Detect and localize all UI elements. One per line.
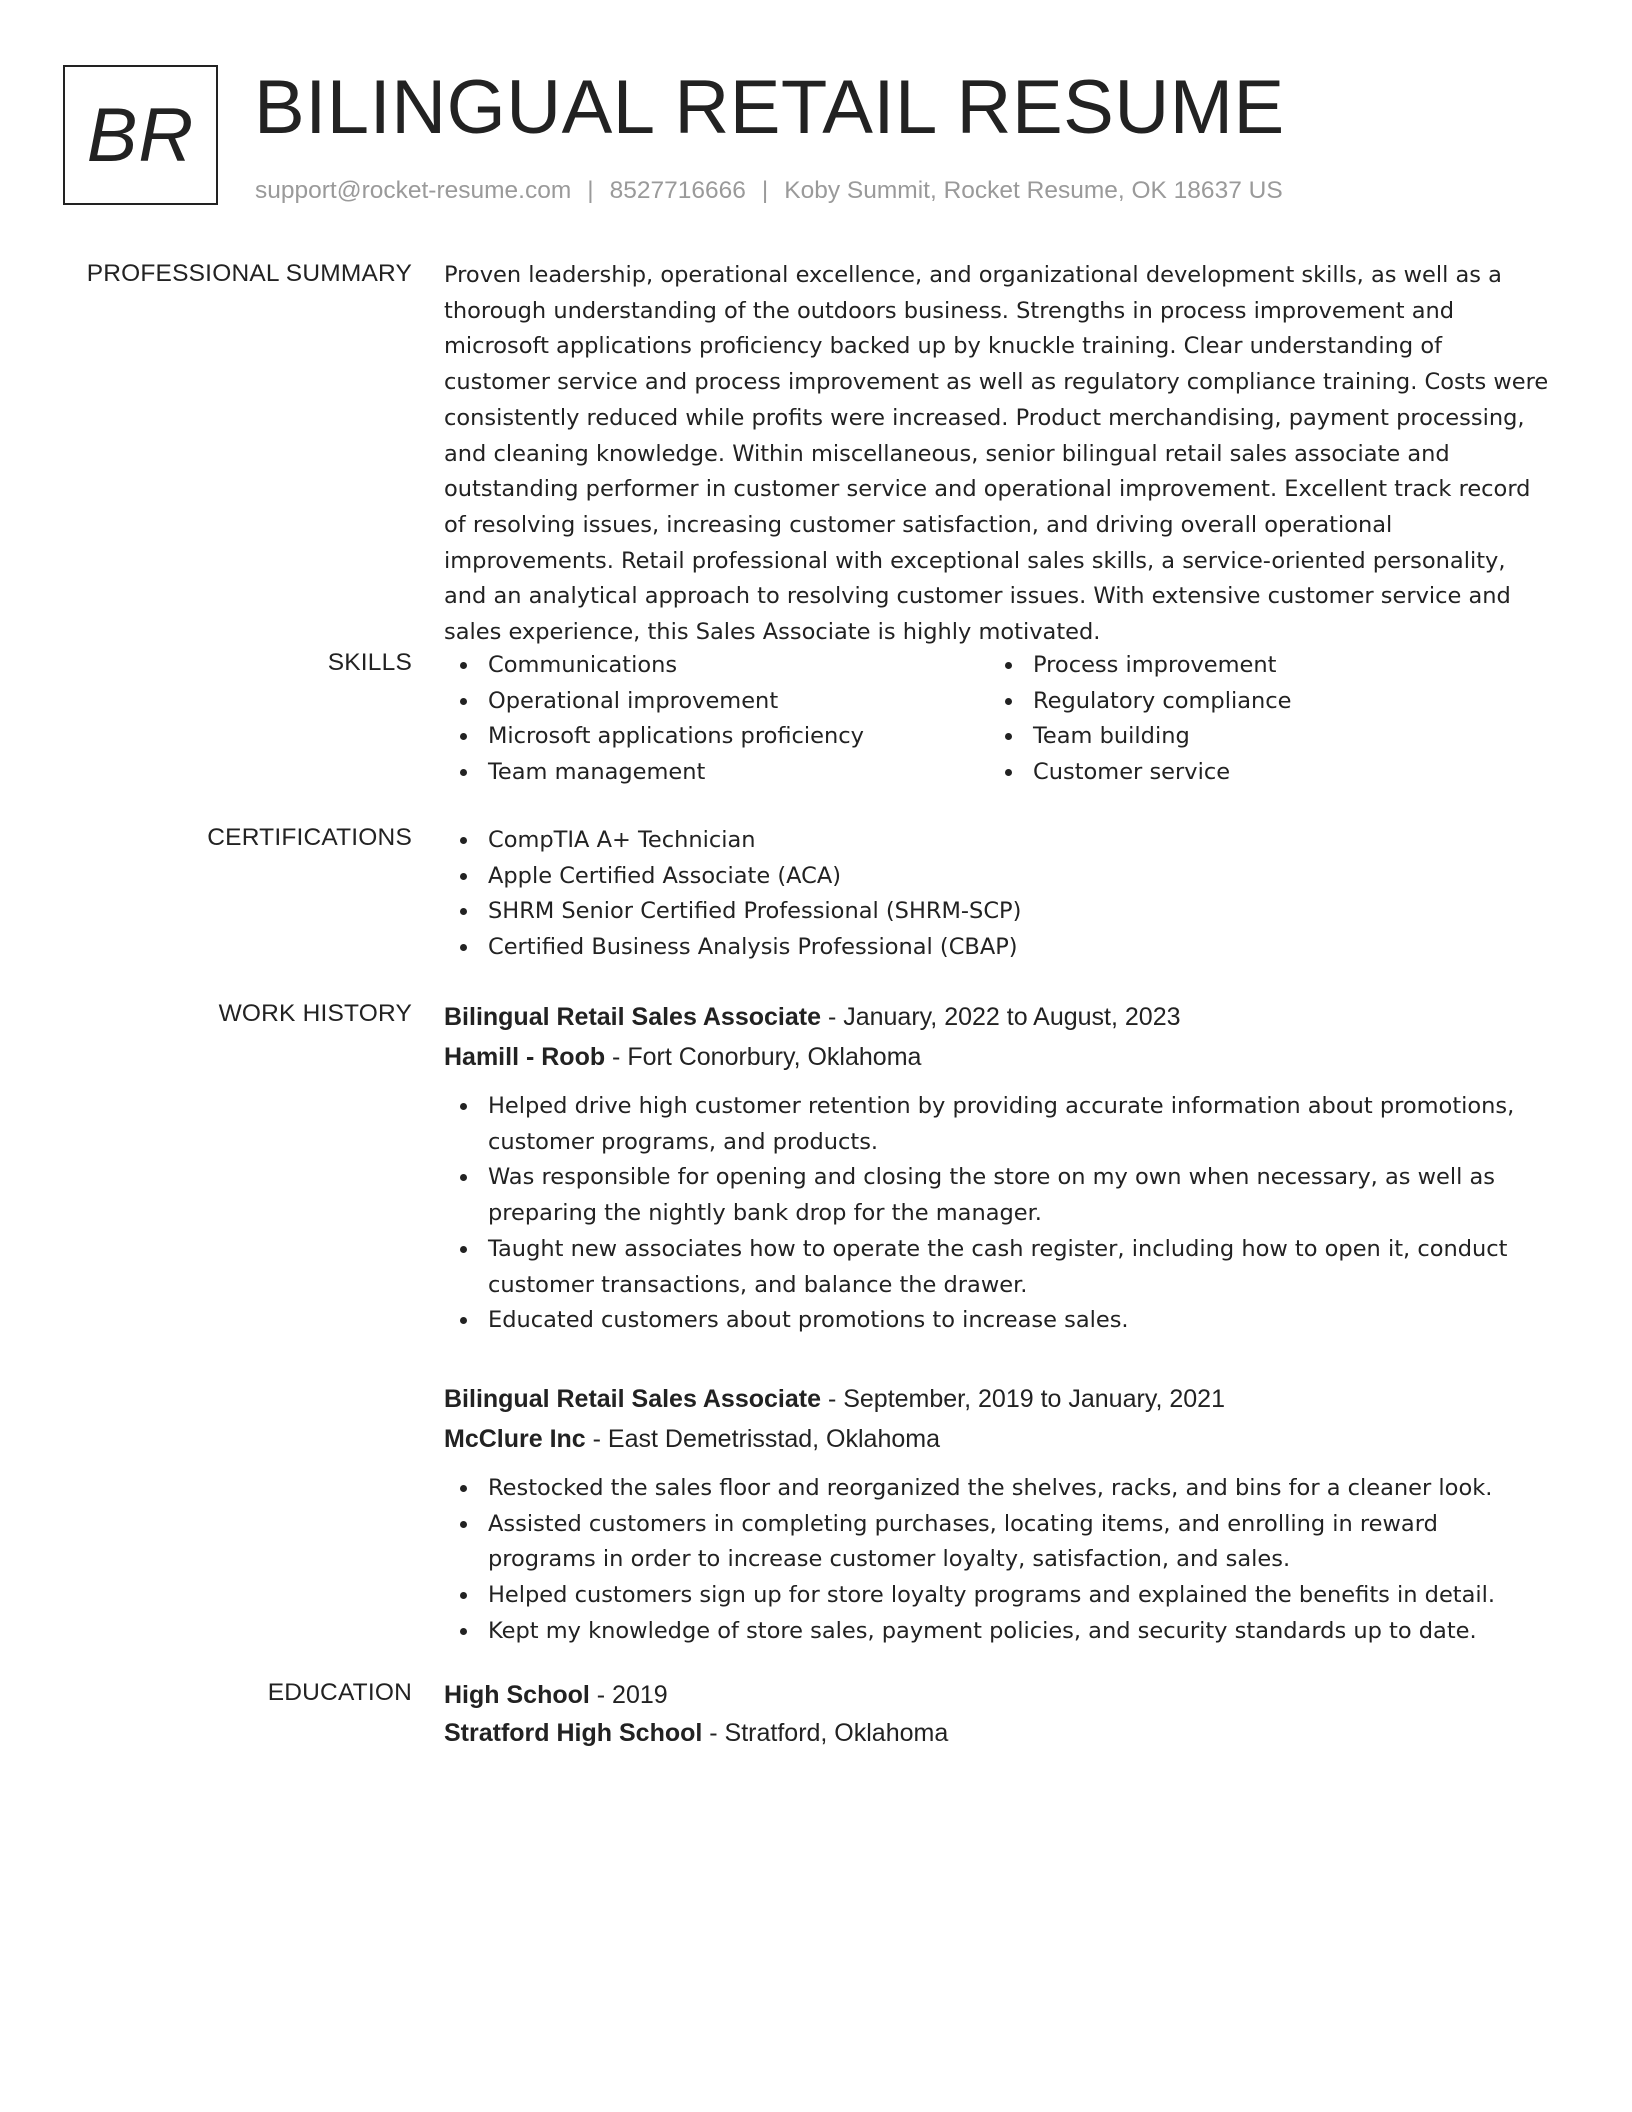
- contact-phone[interactable]: 8527716666: [609, 177, 746, 204]
- job-company-line: [444, 1419, 1549, 1459]
- contact-line: [255, 175, 1283, 207]
- contact-separator: |: [587, 177, 594, 204]
- contact-separator: |: [761, 177, 769, 204]
- certification-item: Apple Certified Associate (ACA): [444, 859, 1549, 895]
- skill-item: Communications: [444, 648, 989, 684]
- job-duty: Assisted customers in completing purchases, locating items, and enrolling in reward programs in order to increase customer loyalty, satisfaction, and sales.: [444, 1507, 1549, 1578]
- certification-item: CompTIA A+ Technician: [444, 823, 1549, 859]
- job-company: Hamill - Roob: [444, 1043, 606, 1071]
- skill-item: Team building: [989, 719, 1534, 755]
- skill-item: Regulatory compliance: [989, 684, 1534, 720]
- certifications-label: CERTIFICATIONS: [207, 824, 412, 851]
- education-school-line: [444, 1714, 1549, 1752]
- summary-label: PROFESSIONAL SUMMARY: [86, 260, 412, 287]
- job-title: Bilingual Retail Sales Associate: [444, 1003, 821, 1031]
- job-title: Bilingual Retail Sales Associate: [444, 1384, 821, 1413]
- certification-item: SHRM Senior Certified Professional (SHRM-SCP): [444, 894, 1549, 930]
- skills-label: SKILLS: [327, 649, 412, 676]
- job-duty: Restocked the sales floor and reorganized the shelves, racks, and bins for a cleaner look.: [444, 1471, 1549, 1507]
- job-duty: Helped customers sign up for store loyalty programs and explained the benefits in detail.: [444, 1578, 1549, 1614]
- summary-text: Proven leadership, operational excellence, and organizational development skills, as well as a thorough understanding of the outdoors business. Strengths in process improvement and microsoft applications proficiency backed up by knuckle training. Clear understanding of customer service and process improvement as well as regulatory compliance training. Costs were consistently reduced while profits were increased. Product merchandising, payment processing, and cleaning knowledge. Within miscellaneous, senior bilingual retail sales associate and outstanding performer in customer service and operational improvement. Excellent track record of resolving issues, increasing customer satisfaction, and driving overall operational improvements. Retail professional with exceptional sales skills, a service-oriented personality, and an analytical approach to resolving customer issues. With extensive customer service and sales experience, this Sales Associate is highly motivated.: [444, 262, 1549, 646]
- job-title-line: [444, 1379, 1549, 1419]
- job-location: - East Demetrisstad, Oklahoma: [585, 1424, 940, 1453]
- education-degree: High School: [444, 1681, 590, 1709]
- skill-item: Process improvement: [989, 648, 1534, 684]
- skills-body: [444, 648, 1549, 791]
- education-location: - Stratford, Oklahoma: [702, 1719, 949, 1747]
- work-history-body: [444, 997, 1549, 1649]
- job-title-line: [444, 997, 1549, 1037]
- job-duties-list: [444, 1471, 1549, 1650]
- skill-item: Team management: [444, 755, 989, 791]
- skill-item: Customer service: [989, 755, 1534, 791]
- work-history-label: WORK HISTORY: [218, 1000, 412, 1027]
- job-dates: - January, 2022 to August, 2023: [821, 1003, 1181, 1031]
- contact-email[interactable]: support@rocket-resume.com: [255, 177, 572, 204]
- job-company: McClure Inc: [444, 1424, 586, 1453]
- job-duty: Helped drive high customer retention by providing accurate information about promotions, customer programs, and products.: [444, 1089, 1549, 1160]
- job-entry: [444, 1379, 1549, 1650]
- skill-item: Operational improvement: [444, 684, 989, 720]
- education-year: - 2019: [589, 1681, 668, 1709]
- resume-title: BILINGUAL RETAIL RESUME: [254, 65, 1285, 150]
- job-company-line: [444, 1037, 1549, 1077]
- certification-item: Certified Business Analysis Professional (CBAP): [444, 930, 1549, 966]
- job-location: - Fort Conorbury, Oklahoma: [605, 1043, 922, 1071]
- job-duty: Was responsible for opening and closing the store on my own when necessary, as well as preparing the nightly bank drop for the manager.: [444, 1160, 1549, 1231]
- certifications-body: [444, 823, 1549, 966]
- education-label: EDUCATION: [267, 1679, 412, 1706]
- certifications-list: [444, 823, 1549, 966]
- contact-address: Koby Summit, Rocket Resume, OK 18637 US: [784, 177, 1283, 204]
- job-duty: Taught new associates how to operate the cash register, including how to open it, conduct customer transactions, and balance the drawer.: [444, 1232, 1549, 1303]
- job-duty: Educated customers about promotions to increase sales.: [444, 1303, 1549, 1339]
- skills-grid: [444, 648, 1549, 791]
- education-degree-line: [444, 1676, 1549, 1714]
- job-duty: Kept my knowledge of store sales, payment policies, and security standards up to date.: [444, 1614, 1549, 1650]
- job-entry: [444, 997, 1549, 1339]
- job-dates: - September, 2019 to January, 2021: [821, 1384, 1225, 1413]
- education-school: Stratford High School: [444, 1719, 703, 1747]
- education-body: [444, 1676, 1549, 1752]
- skills-right-column: [989, 648, 1534, 791]
- skills-left-column: [444, 648, 989, 791]
- summary-body: [444, 258, 1549, 651]
- monogram-logo: BR: [63, 65, 218, 205]
- job-duties-list: [444, 1089, 1549, 1339]
- skill-item: Microsoft applications proficiency: [444, 719, 989, 755]
